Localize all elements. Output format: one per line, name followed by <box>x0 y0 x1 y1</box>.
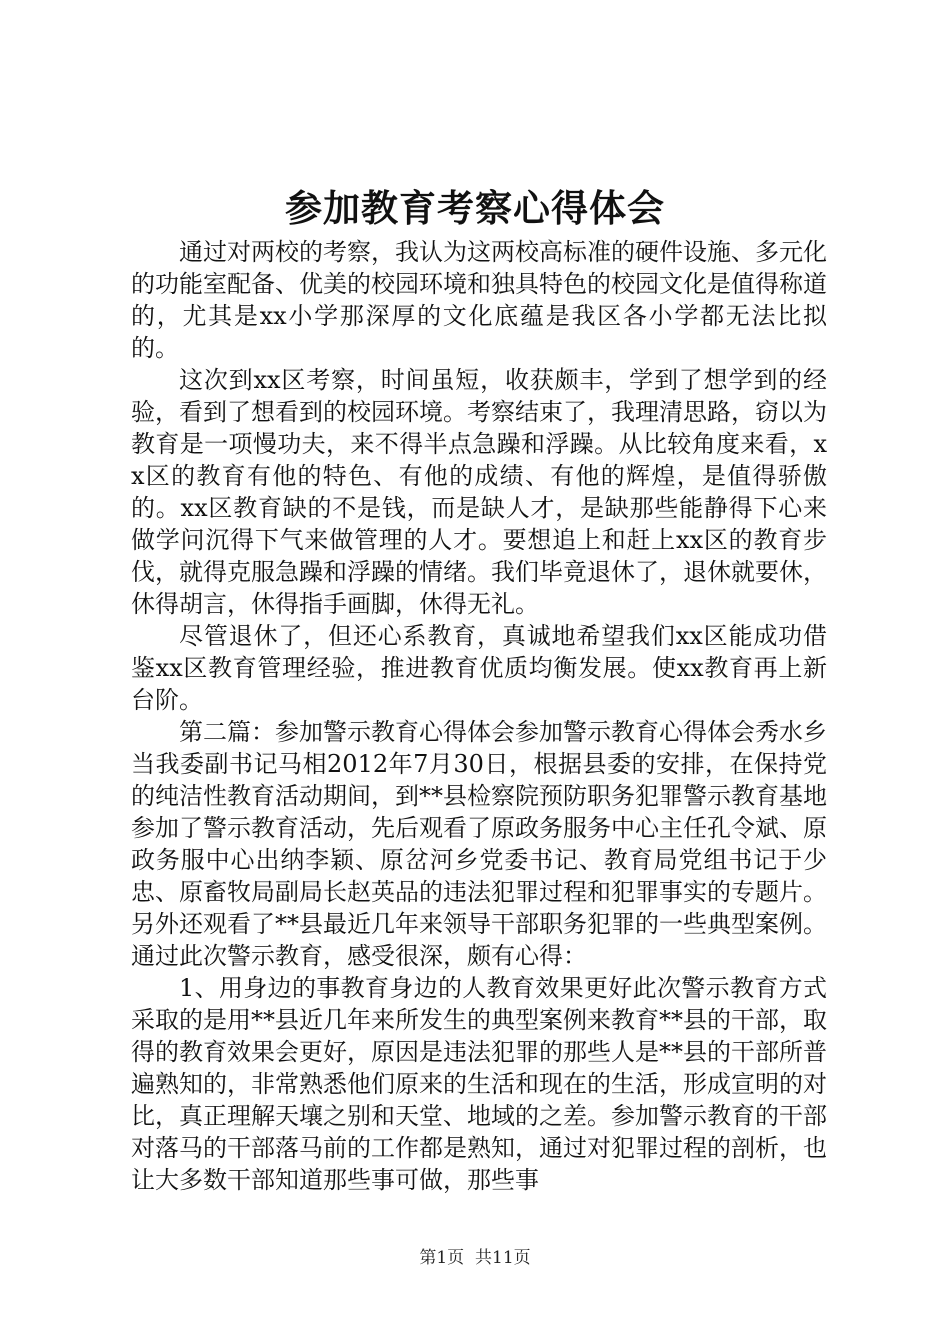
document-body <box>131 236 827 1196</box>
document-title: 参加教育考察心得体会 <box>285 187 665 230</box>
page-number: 第1页 <box>419 1248 465 1268</box>
paragraph-3: 尽管退休了，但还心系教育，真诚地希望我们xx区能成功借鉴xx区教育管理经验，推进教育优质均衡发展。使xx教育再上新台阶。 <box>131 622 827 714</box>
paragraph-1: 通过对两校的考察，我认为这两校高标准的硬件设施、多元化的功能室配备、优美的校园环境和独具特色的校园文化是值得称道的，尤其是xx小学那深厚的文化底蕴是我区各小学都无法比拟的。 <box>131 238 827 362</box>
page-total: 共11页 <box>475 1248 531 1268</box>
paragraph-4: 第二篇：参加警示教育心得体会参加警示教育心得体会秀水乡当我委副书记马相2012年7月30日，根据县委的安排，在保持党的纯洁性教育活动期间，到**县检察院预防职务犯罪警示教育基地参加了警示教育活动，先后观看了原政务服务中心主任孔令斌、原政务服中心出纳李颖、原岔河乡党委书记、教育局党组书记于少忠、原畜牧局副局长赵英品的违法犯罪过程和犯罪事实的专题片。另外还观看了**县最近几年来领导干部职务犯罪的一些典型案例。通过此次警示教育，感受很深，颇有心得： <box>131 718 827 970</box>
page-footer <box>0 1246 950 1270</box>
paragraph-5: 1、用身边的事教育身边的人教育效果更好此次警示教育方式采取的是用**县近几年来所发生的典型案例来教育**县的干部，取得的教育效果会更好，原因是违法犯罪的那些人是**县的干部所普遍熟知的，非常熟悉他们原来的生活和现在的生活，形成宣明的对比，真正理解天壤之别和天堂、地域的之差。参加警示教育的干部对落马的干部落马前的工作都是熟知，通过对犯罪过程的剖析，也让大多数干部知道那些事可做，那些事 <box>131 974 827 1194</box>
paragraph-2: 这次到xx区考察，时间虽短，收获颇丰，学到了想学到的经验，看到了想看到的校园环境。考察结束了，我理清思路，窃以为教育是一项慢功夫，来不得半点急躁和浮躁。从比较角度来看，xx区的教育有他的特色、有他的成绩、有他的辉煌，是值得骄傲的。xx区教育缺的不是钱，而是缺人才，是缺那些能静得下心来做学问沉得下气来做管理的人才。要想追上和赶上xx区的教育步伐，就得克服急躁和浮躁的情绪。我们毕竟退休了，退休就要休，休得胡言，休得指手画脚，休得无礼。 <box>131 366 827 618</box>
